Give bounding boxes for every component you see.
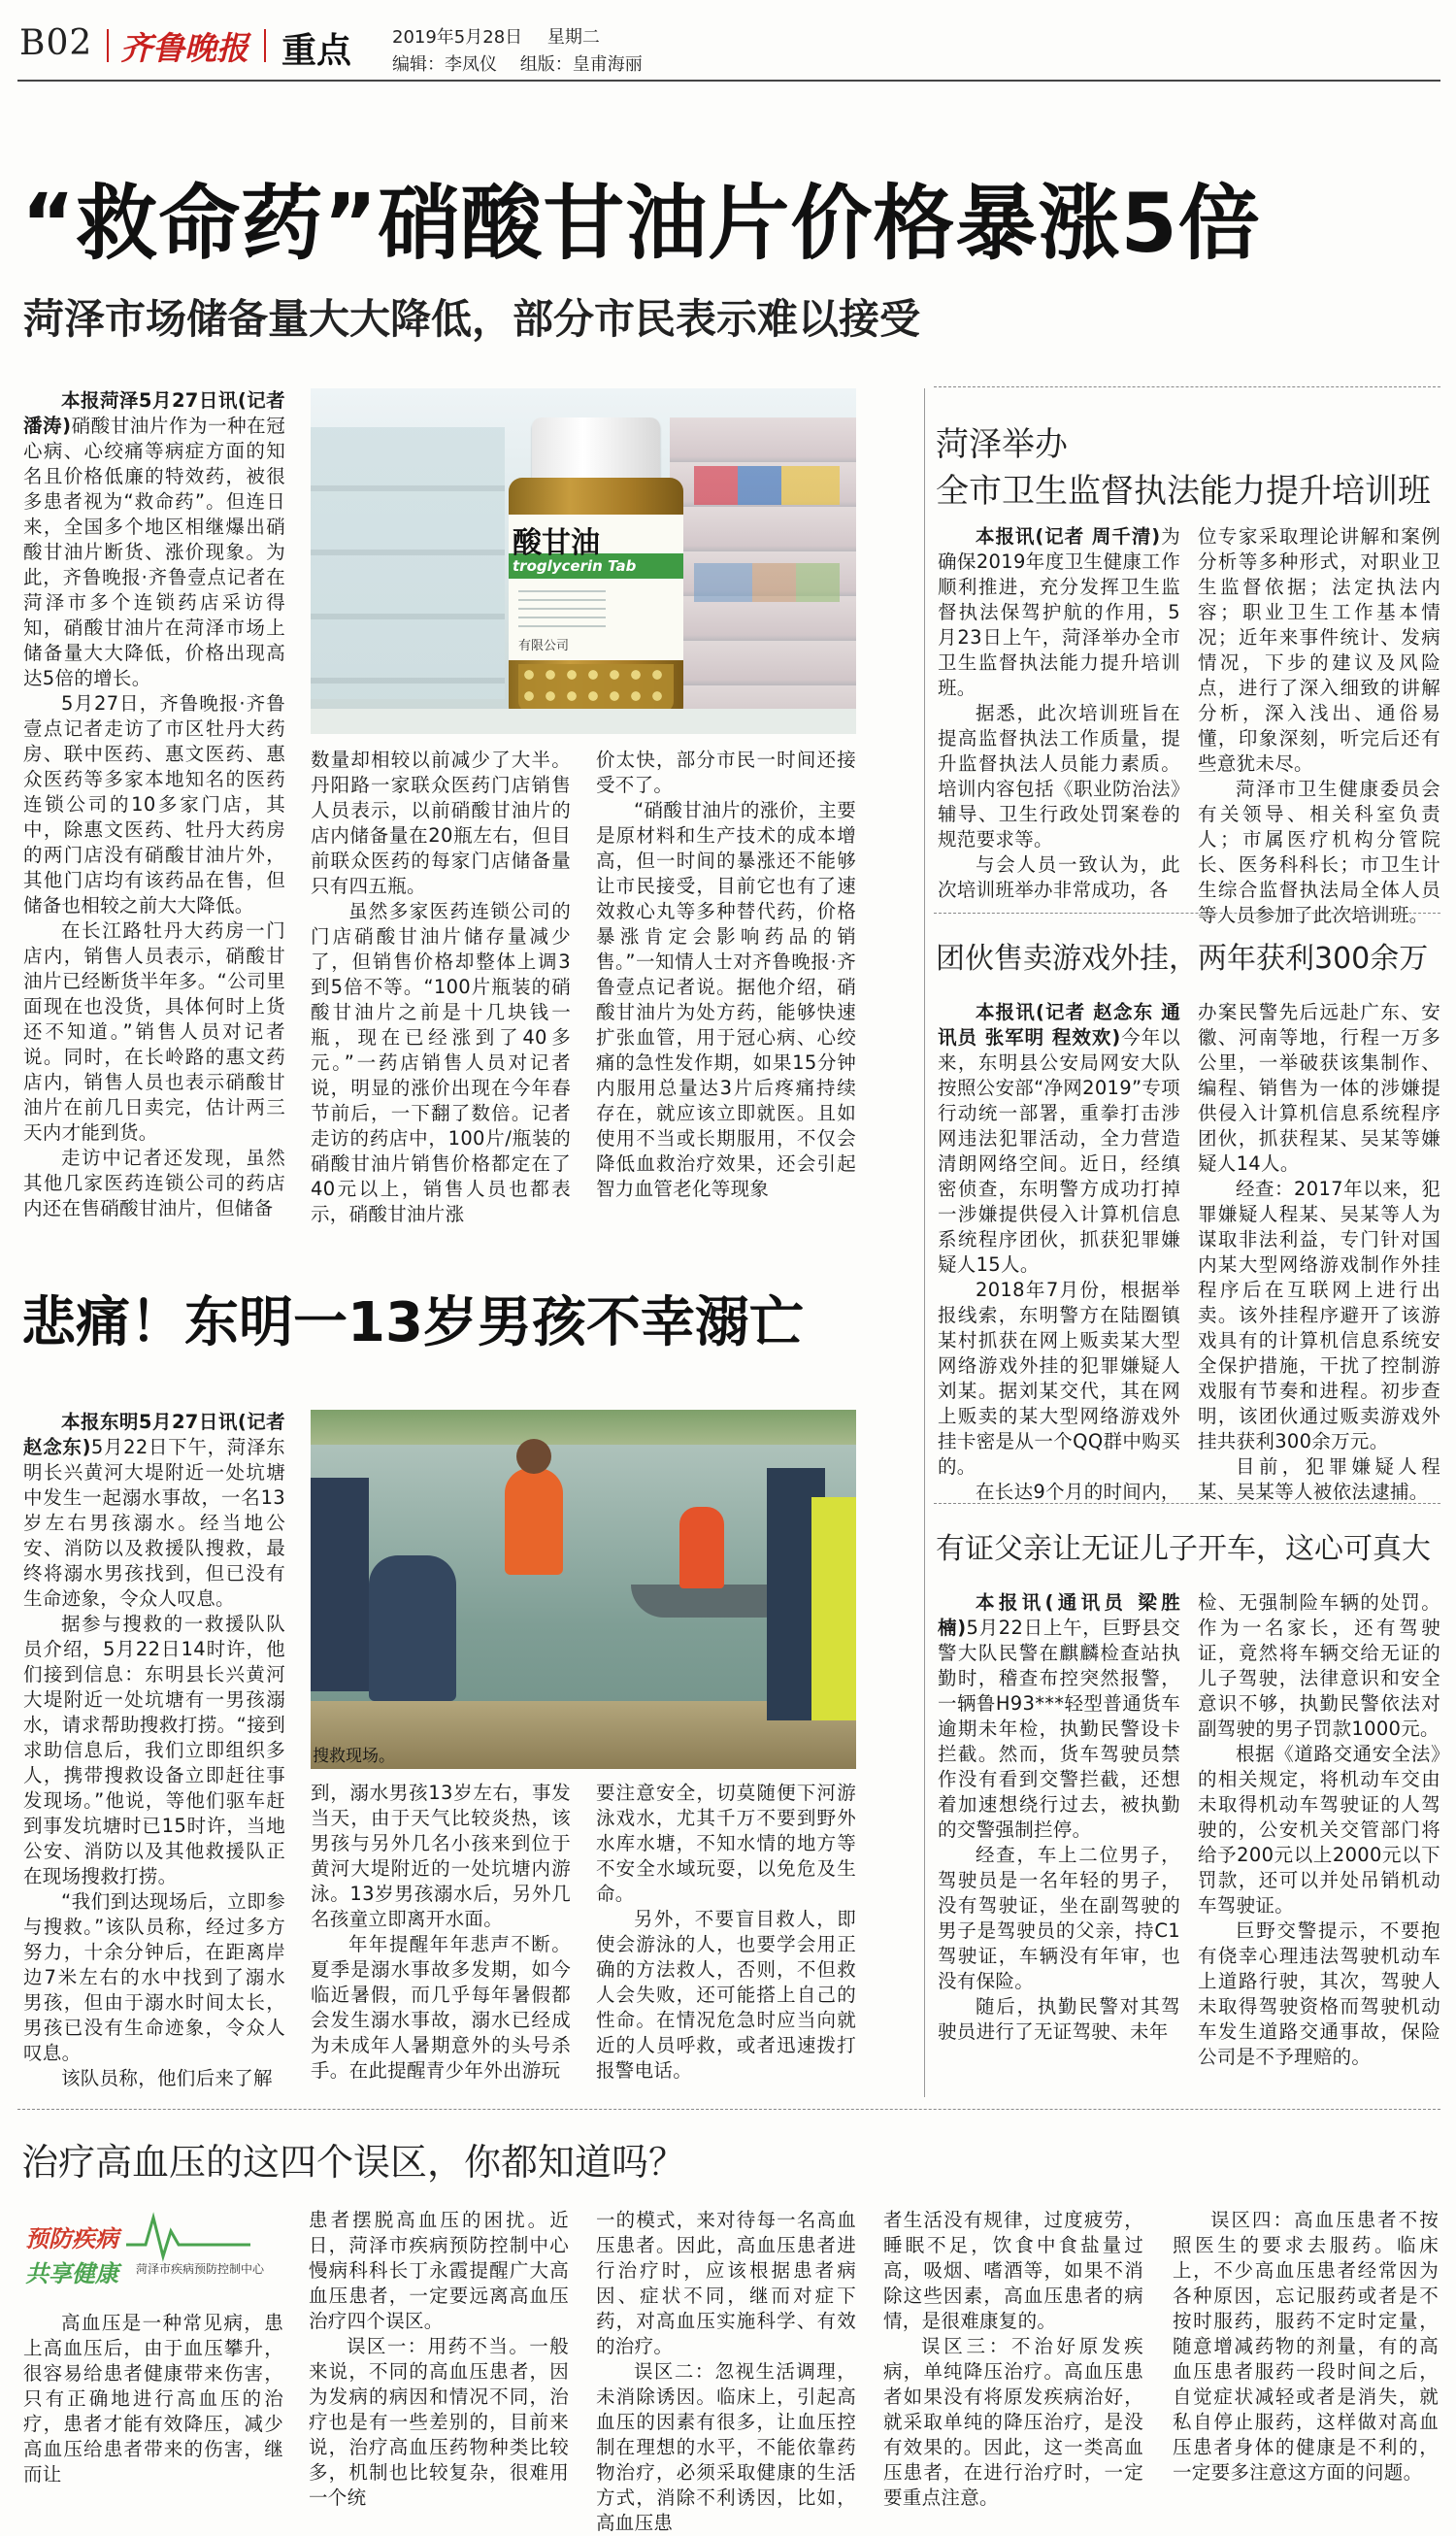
lead-column-3 bbox=[596, 748, 856, 1202]
hypertension-col2-p1: 患者摆脱高血压的困扰。近日，菏泽市疾病预防控制中心慢病科科长丁永霞提醒广大高血压患者，一定要远离高血压治疗四个误区。 bbox=[309, 2209, 569, 2332]
rescue-photo bbox=[311, 1410, 856, 1769]
rescuer-boat bbox=[679, 1507, 724, 1588]
father-col2-p3: 巨野交警提示，不要抱有侥幸心理违法驾驶机动车上道路行驶，其次，驾驶人未取得驾驶资格而驾驶机动车发生道路交通事故，保险公司是不予理赔的。 bbox=[1198, 1919, 1440, 2068]
father-col1-p1: 5月22日上午，巨野县交警大队民警在麒麟检查站执勤时，稽查布控突然报警，一辆鲁H93***轻型普通货车逾期未年检，执勤民警设卡拦截。然而，货车驾驶员禁作没有看到交警拦截，还想着加速想绕行过去，被执勤的交警强制拦停。 bbox=[938, 1617, 1180, 1841]
hypertension-col4-p1: 者生活没有规律，过度疲劳，睡眠不足，饮食中食盐量过高，吸烟、嗜酒等，如果不消除这些因素，高血压患者的病情，是很难康复的。 bbox=[883, 2209, 1143, 2332]
editor-text: 编辑：李凤仪 bbox=[392, 54, 497, 75]
label-maker: 有限公司 bbox=[518, 639, 570, 653]
hypertension-column-1 bbox=[23, 2311, 283, 2487]
father-top-rule bbox=[934, 1503, 1440, 1504]
logo-org: 菏泽市疾病预防控制中心 bbox=[136, 2262, 265, 2276]
logo-slogan-2: 共享健康 bbox=[25, 2260, 118, 2287]
cdc-logo bbox=[21, 2206, 265, 2299]
hypertension-column-3 bbox=[596, 2208, 856, 2536]
game-col1-p2: 2018年7月份，根据举报线索，东明警方在陆圈镇某村抓获在网上贩卖某大型网络游戏外挂的犯罪嫌疑人刘某。据刘某交代，其在网上贩卖的某大型网络游戏外挂卡密是从一个QQ群中购买的。 bbox=[938, 1279, 1180, 1478]
training-col2-p2: 菏泽市卫生健康委员会有关领导、相关科室负责人；市属医疗机构分管院长、医务科科长；市卫生计生综合监督执法局全体人员等人员参加了此次培训班。 bbox=[1198, 778, 1440, 926]
game-column-2 bbox=[1198, 1000, 1440, 1505]
lead-photo bbox=[311, 388, 856, 734]
rescuer-kneel bbox=[369, 1555, 456, 1701]
shelf-boxes-2 bbox=[694, 563, 840, 602]
hypertension-col2-p2: 误区一：用药不当。一般来说，不同的高血压患者，因为发病的病因和情况不同，治疗也是有一些差别的，目前来说，治疗高血压药物种类比较多，机制也比较复杂，很难用一个统 bbox=[309, 2335, 569, 2509]
issue-date bbox=[392, 23, 600, 49]
training-headline-2: 全市卫生监督执法能力提升培训班 bbox=[936, 472, 1431, 511]
training-col1-p2: 据悉，此次培训班旨在提高监督执法工作质量，提升监督执法人员能力素质。培训内容包括《职业防治法》辅导、卫生行政处罚案卷的规范要求等。 bbox=[938, 702, 1180, 851]
drowning-col1-p4: 该队员称，他们后来了解 bbox=[61, 2067, 273, 2089]
paper-name: 齐鲁晚报 bbox=[120, 29, 248, 67]
hypertension-col5-p1: 误区四：高血压患者不按照医生的要求去服药。临床上，不少高血压患者经常因为各种原因，忘记服药或者是不按时服药，服药不定时定量，随意增减药物的剂量，有的高血压患者服药一段时间之后，自觉症状减轻或者是消失，就私自停止服药，这样做对高血压患者身体的健康是不利的，一定要多注意这方面的问题。 bbox=[1173, 2209, 1439, 2484]
shelf-boxes bbox=[694, 466, 840, 505]
lead-col1-p2: 5月27日，齐鲁晚报·齐鲁壹点记者走访了市区牡丹大药房、联中医药、惠文医药、惠众医药等多家本地知名的医药连锁公司的10多家门店，其中，除惠文医药、牡丹大药房的两门店没有硝酸甘油片外，其他门店均有该药品在售，但储备也相较之前大大降低。 bbox=[23, 692, 285, 917]
hypertension-column-2 bbox=[309, 2208, 569, 2511]
counter-top bbox=[311, 709, 856, 734]
lead-col2-p1: 数量却相较以前减少了大半。丹阳路一家联众医药门店销售人员表示，以前硝酸甘油片的店内储备量在20瓶左右，但目前联众医药的每家门店储备量只有四五瓶。 bbox=[311, 749, 571, 897]
training-col1-p3: 与会人员一致认为，此次培训班举办非常成功，各 bbox=[938, 853, 1180, 901]
father-headline: 有证父亲让无证儿子开车，这心可真大 bbox=[936, 1532, 1431, 1566]
drowning-column-1 bbox=[23, 1410, 285, 2091]
masthead-divider bbox=[107, 29, 109, 62]
section-name: 重点 bbox=[281, 31, 352, 71]
game-col2-p2: 经查：2017年以来，犯罪嫌疑人程某、吴某等人为谋取非法利益，专门针对国内某大型网络游戏制作外挂程序后在互联网上进行出卖。该外挂程序避开了该游戏具有的计算机信息系统安全保护措施，干扰了控制游戏服有节奏和进程。初步查明，该团伙通过贩卖游戏外挂共获利300余万元。 bbox=[1198, 1178, 1440, 1452]
drowning-column-2 bbox=[311, 1781, 571, 2084]
training-dateline: 本报讯(记者 周千清) bbox=[976, 525, 1161, 548]
rescuer-orange bbox=[505, 1468, 563, 1575]
masthead bbox=[0, 0, 1456, 80]
column-divider bbox=[924, 388, 925, 2097]
hypertension-column-5 bbox=[1173, 2208, 1439, 2486]
far-bank bbox=[311, 1410, 856, 1445]
drowning-col2-p2: 年年提醒年年悲声不断。夏季是溺水事故多发期，如今临近暑假，而几乎每年暑假都会发生溺水事故，溺水已经成为未成年人暑期意外的头号杀手。在此提醒青少年外出游玩 bbox=[311, 1933, 571, 2082]
game-col1-p1: 今年以来，东明县公安局网安大队按照公安部“净网2019”专项行动统一部署，重拳打击涉网违法犯罪活动，全力营造清朗网络空间。近日，经缜密侦查，东明警方成功打掉一涉嫌提供侵入计算机信息系统程序团伙，抓获犯罪嫌疑人15人。 bbox=[938, 1026, 1180, 1276]
lead-headline: “救命药”硝酸甘油片价格暴涨5倍 bbox=[21, 176, 1261, 271]
hypertension-headline: 治疗高血压的这四个误区，你都知道吗？ bbox=[21, 2141, 686, 2184]
game-column-1 bbox=[938, 1000, 1180, 1505]
photo-caption: 搜救现场。 bbox=[313, 1747, 395, 1766]
rescuer-left bbox=[311, 1478, 369, 1691]
father-col2-p1: 检、无强制险车辆的处罚。作为一名家长，还有驾驶证，竟然将车辆交给无证的儿子驾驶，法律意识和安全意识不够，执勤民警依法对副驾驶的男子罚款1000元。 bbox=[1198, 1591, 1440, 1740]
drowning-column-3 bbox=[596, 1781, 856, 2084]
lead-col1-p3: 在长江路牡丹大药房一门店内，销售人员表示，硝酸甘油片已经断货半年多。“公司里面现在也没货，具体何时上货还不知道。”销售人员对记者说。同时，在长岭路的惠文药店内，销售人员也表示硝酸甘油片在前几日卖完，估计两三天内才能到货。 bbox=[23, 919, 285, 1144]
lead-column-1 bbox=[23, 388, 285, 1221]
drowning-col1-p3: “我们到达现场后，立即参与搜救。”该队员称，经过多方努力，十余分钟后，在距离岸边7米左右的水中找到了溺水男孩，但由于溺水时间太长，男孩已没有生命迹象，令众人叹息。 bbox=[23, 1890, 285, 2064]
drowning-dateline: 本报东明5月27日讯(记者 赵念东) bbox=[23, 1411, 285, 1458]
training-headline-1: 菏泽举办 bbox=[936, 425, 1068, 464]
game-col2-p3: 目前，犯罪嫌疑人程某、吴某等人被依法逮捕。 bbox=[1198, 1455, 1440, 1503]
father-col2-p2: 根据《道路交通安全法》的相关规定，将机动车交由未取得机动车驾驶证的人驾驶的，公安机关交管部门将给予200元以上2000元以下罚款，还可以并处吊销机动车驾驶证。 bbox=[1198, 1743, 1440, 1917]
game-top-rule bbox=[934, 913, 1440, 914]
hypertension-col1-p1: 高血压是一种常见病，患上高血压后，由于血压攀升，很容易给患者健康带来伤害，只有正确地进行高血压的治疗，患者才能有效降压，减少高血压给患者带来的伤害，继而让 bbox=[23, 2312, 283, 2486]
bottle-pills bbox=[518, 664, 674, 713]
layout-text: 组版：皇甫海丽 bbox=[519, 54, 643, 75]
training-column-1 bbox=[938, 524, 1180, 903]
father-column-1 bbox=[938, 1590, 1180, 2045]
lead-col2-p2: 虽然多家医药连锁公司的门店硝酸甘油片储存量减少了，但销售价格却整体上调3到5倍不等。“100片瓶装的硝酸甘油片之前是十几块钱一瓶，现在已经涨到了40多元。”一药店销售人员对记者说，明显的涨价出现在今年春节前后，一下翻了数倍。记者走访的药店中，100片/瓶装的硝酸甘油片销售价格都定在了40元以上，销售人员也都表示，硝酸甘油片涨 bbox=[311, 900, 571, 1225]
training-column-2 bbox=[1198, 524, 1440, 928]
label-latin: troglycerin Tab bbox=[513, 557, 637, 575]
game-dateline: 本报讯(记者 赵念东 通讯员 张军明 程效欢) bbox=[938, 1001, 1180, 1049]
hypertension-col3-p1: 一的模式，来对待每一名高血压患者。因此，高血压患者进行治疗时，应该根据患者病因、症状不同，继而对症下药，对高血压实施科学、有效的治疗。 bbox=[596, 2209, 856, 2357]
training-col2-p1: 位专家采取理论讲解和案例分析等多种形式，对职业卫生监督依据；法定执法内容；职业卫生工作基本情况；近年来事件统计、发病情况，下步的建议及风险点，进行了深入细致的讲解分析，深入浅出、通俗易懂，印象深刻，听完后还有些意犹未尽。 bbox=[1198, 525, 1440, 775]
bottle-cap bbox=[532, 417, 660, 482]
page-number: B02 bbox=[19, 23, 93, 63]
editor-credits bbox=[392, 50, 643, 76]
lead-subhead: 菏泽市场储备量大大降低，部分市民表示难以接受 bbox=[23, 295, 921, 343]
weekday-text: 星期二 bbox=[546, 27, 600, 48]
father-col1-p3: 随后，执勤民警对其驾驶员进行了无证驾驶、未年 bbox=[938, 1995, 1180, 2043]
drowning-col1-p1: 5月22日下午，菏泽东明长兴黄河大堤附近一处坑塘中发生一起溺水事故，一名13岁左右男孩溺水。经当地公安、消防以及救援队搜救，最终将溺水男孩找到，但已没有生命迹象，令众人叹息。 bbox=[23, 1436, 285, 1610]
drowning-headline: 悲痛！东明一13岁男孩不幸溺亡 bbox=[21, 1291, 804, 1354]
label-title: 酸甘油 bbox=[513, 526, 600, 560]
game-col1-p3: 在长达9个月的时间内， bbox=[976, 1481, 1180, 1503]
hypertension-col3-p2: 误区二：忽视生活调理，未消除诱因。临床上，引起高血压的因素有很多，让血压控制在理想的水平，不能依靠药物治疗，必须采取健康的生活方式，消除不利诱因，比如，高血压患 bbox=[596, 2360, 856, 2534]
father-col1-p2: 经查，车上二位男子，驾驶员是一名年轻的男子，没有驾驶证，坐在副驾驶的男子是驾驶员的父亲，持C1驾驶证，车辆没有年审，也没有保险。 bbox=[938, 1844, 1180, 1992]
drowning-col2-p1: 到，溺水男孩13岁左右，事发当天，由于天气比较炎热，该男孩与另外几名小孩来到位于黄河大堤附近的一处坑塘内游泳。13岁男孩溺水后，另外几名孩童立即离开水面。 bbox=[311, 1782, 571, 1930]
right-top-rule bbox=[934, 386, 1440, 387]
masthead-divider-2 bbox=[264, 29, 266, 62]
rescuer-yellow-vest bbox=[811, 1497, 856, 1720]
father-dateline: 本报讯(通讯员 梁胜楠) bbox=[938, 1591, 1180, 1639]
lead-col3-p2: “硝酸甘油片的涨价，主要是原材料和生产技术的成本增高，但一时间的暴涨还不能够让市民接受，目前它也有了速效救心丸等多种替代药，价格暴涨肯定会影响药品的销售。”一知情人士对齐鲁晚报·齐鲁壹点记者说。据他介绍，硝酸甘油片为处方药，能够快速扩张血管，用于冠心病、心绞痛的急性发作期，如果15分钟内服用总量达3片后疼痛持续存在，就应该立即就医。且如使用不当或长期服用，不仅会降低血救治疗效果，还会引起智力血管老化等现象 bbox=[596, 799, 856, 1200]
logo-slogan-1: 预防疾病 bbox=[25, 2225, 118, 2252]
drowning-col3-p2: 另外，不要盲目救人，即使会游泳的人，也要学会用正确的方法救人，否则，不但救人会失败，还可能搭上自己的性命。在情况危急时应当向就近的人员呼救，或者迅速拨打报警电话。 bbox=[596, 1908, 856, 2082]
rescuer-head bbox=[516, 1439, 551, 1474]
date-text: 2019年5月28日 bbox=[392, 27, 523, 48]
label-lines bbox=[518, 590, 606, 629]
drowning-col1-p2: 据参与搜救的一救援队队员介绍，5月22日14时许，他们接到信息：东明县长兴黄河大堤附近一处坑塘有一男孩溺水，请求帮助搜救打捞。“接到求助信息后，我们立即组织多人，携带搜救设备立即赶往事发现场。”他说，等他们驱车赶到事发坑塘时已15时许，当地公安、消防以及其他救援队正在现场搜救打捞。 bbox=[23, 1613, 285, 1887]
lead-col3-p1: 价太快，部分市民一时间还接受不了。 bbox=[596, 749, 856, 796]
pharmacy-shelf-left bbox=[311, 427, 505, 699]
hypertension-col4-p2: 误区三：不治好原发疾病，单纯降压治疗。高血压患者如果没有将原发疾病治好，就采取单纯的降压治疗，是没有效果的。因此，这一类高血压患者，在进行治疗时，一定要重点注意。 bbox=[883, 2335, 1143, 2509]
lead-col1-p4: 走访中记者还发现，虽然其他几家医药连锁公司的药店内还在售硝酸甘油片，但储备 bbox=[23, 1147, 285, 1219]
bottle-label bbox=[509, 515, 683, 660]
lead-dateline: 本报菏泽5月27日讯(记者 潘涛) bbox=[23, 389, 285, 437]
training-col1-p1: 为确保2019年度卫生健康工作顺利推进，充分发挥卫生监督执法保驾护航的作用，5月23日上午，菏泽举办全市卫生监督执法能力提升培训班。 bbox=[938, 525, 1180, 699]
masthead-rule bbox=[17, 80, 1440, 82]
lead-col1-p1: 硝酸甘油片作为一种在冠心病、心绞痛等病症方面的知名且价格低廉的特效药，被很多患者视为“救命药”。但连日来，全国多个地区相继爆出硝酸甘油片断货、涨价现象。为此，齐鲁晚报·齐鲁壹点记者在菏泽市多个连锁药店采访得知，硝酸甘油片在菏泽市场上储备量大大降低，价格出现高达5倍的增长。 bbox=[23, 415, 285, 689]
father-column-2 bbox=[1198, 1590, 1440, 2070]
drowning-col3-p1: 要注意安全，切莫随便下河游泳戏水，尤其千万不要到野外水库水塘，不知水情的地方等不安全水域玩耍，以免危及生命。 bbox=[596, 1782, 856, 1905]
game-col2-p1: 办案民警先后远赴广东、安徽、河南等地，行程一万多公里，一举破获该集制作、编程、销售为一体的涉嫌提供侵入计算机信息系统程序团伙，抓获程某、吴某等嫌疑人14人。 bbox=[1198, 1001, 1440, 1175]
hypertension-column-4 bbox=[883, 2208, 1143, 2511]
game-headline: 团伙售卖游戏外挂，两年获利300余万 bbox=[936, 942, 1429, 976]
hypertension-top-rule bbox=[17, 2109, 1440, 2110]
lead-column-2 bbox=[311, 748, 571, 1227]
